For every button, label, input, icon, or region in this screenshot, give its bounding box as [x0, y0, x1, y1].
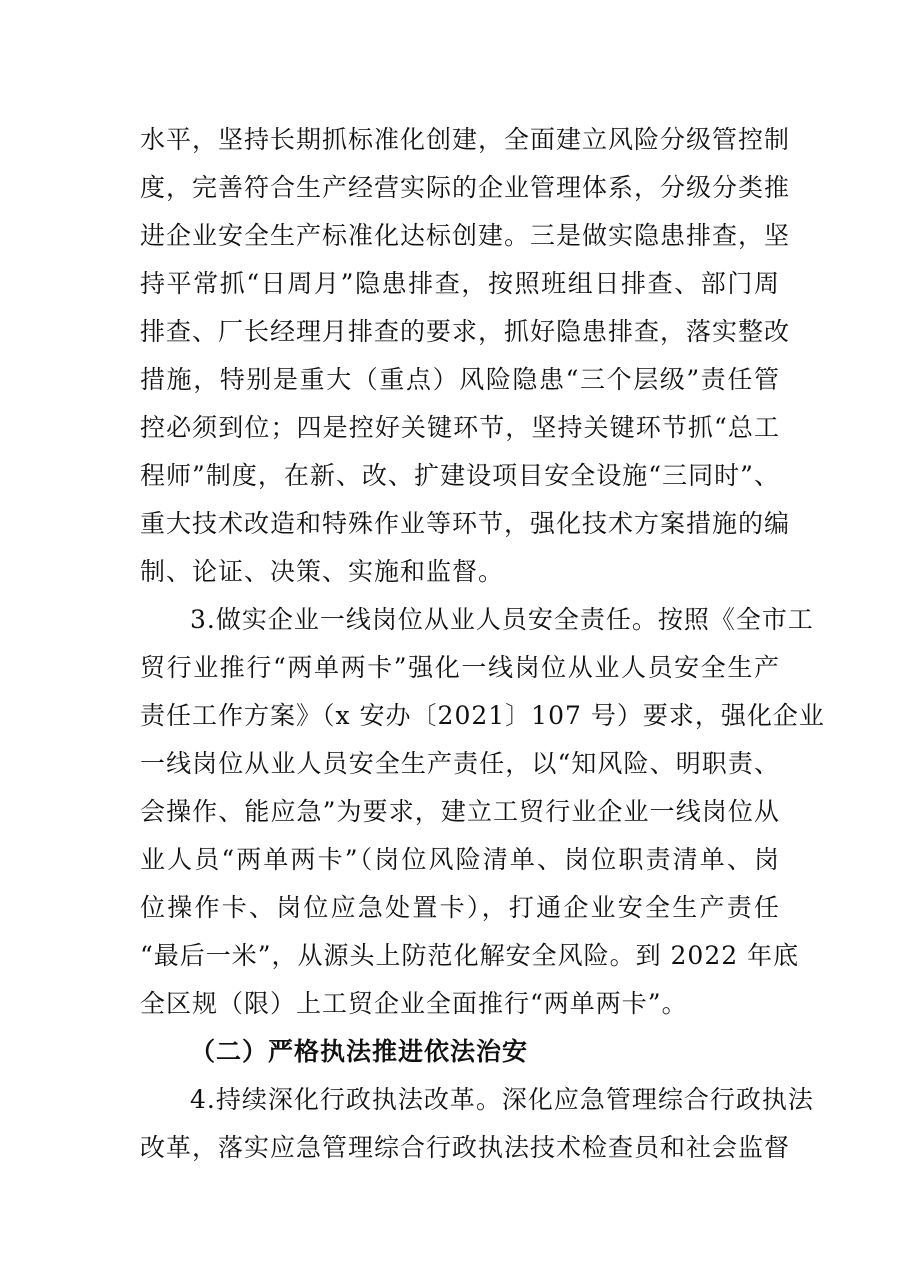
paragraph-line: 程师”制度，在新、改、扩建设项目安全设施“三同时”、 [140, 461, 780, 490]
paragraph-line: 会操作、能应急”为要求，建立工贸行业企业一线岗位从 [140, 797, 780, 826]
paragraph-line: “最后一米”，从源头上防范化解安全风险。到 2022 年底 [140, 941, 800, 970]
paragraph-line: 3.做实企业一线岗位从业人员安全责任。按照《全市工 [190, 605, 814, 634]
section-heading: （二）严格执法推进依法治安 [190, 1037, 529, 1066]
paragraph-line: 水平，坚持长期抓标准化创建，全面建立风险分级管控制 [140, 125, 791, 154]
paragraph-line: 责任工作方案》（x 安办〔2021〕107 号）要求，强化企业 [140, 701, 825, 730]
paragraph-line: 位操作卡、岗位应急处置卡），打通企业安全生产责任 [140, 893, 780, 922]
paragraph-line: 控必须到位；四是控好关键环节，坚持关键环节抓“总工 [140, 413, 780, 442]
paragraph-line: 改革，落实应急管理综合行政执法技术检查员和社会监督 [140, 1133, 791, 1162]
paragraph-line: 制、论证、决策、实施和监督。 [140, 557, 505, 586]
paragraph-line: 重大技术改造和特殊作业等环节，强化技术方案措施的编 [140, 509, 791, 538]
paragraph-line: 措施，特别是重大（重点）风险隐患“三个层级”责任管 [140, 365, 780, 394]
paragraph-line: 业人员“两单两卡”（岗位风险清单、岗位职责清单、岗 [140, 845, 780, 874]
paragraph-line: 贸行业推行“两单两卡”强化一线岗位从业人员安全生产 [140, 653, 780, 682]
paragraph-line: 一线岗位从业人员安全生产责任，以“知风险、明职责、 [140, 749, 780, 778]
paragraph-line: 进企业安全生产标准化达标创建。三是做实隐患排查，坚 [140, 221, 791, 250]
paragraph-line: 全区规（限）上工贸企业全面推行“两单两卡”。 [140, 989, 688, 1018]
paragraph-line: 4.持续深化行政执法改革。深化应急管理综合行政执法 [190, 1085, 814, 1114]
paragraph-line: 排查、厂长经理月排查的要求，抓好隐患排查，落实整改 [140, 317, 791, 346]
paragraph-line: 度，完善符合生产经营实际的企业管理体系，分级分类推 [140, 173, 791, 202]
paragraph-line: 持平常抓“日周月”隐患排查，按照班组日排查、部门周 [140, 269, 780, 298]
